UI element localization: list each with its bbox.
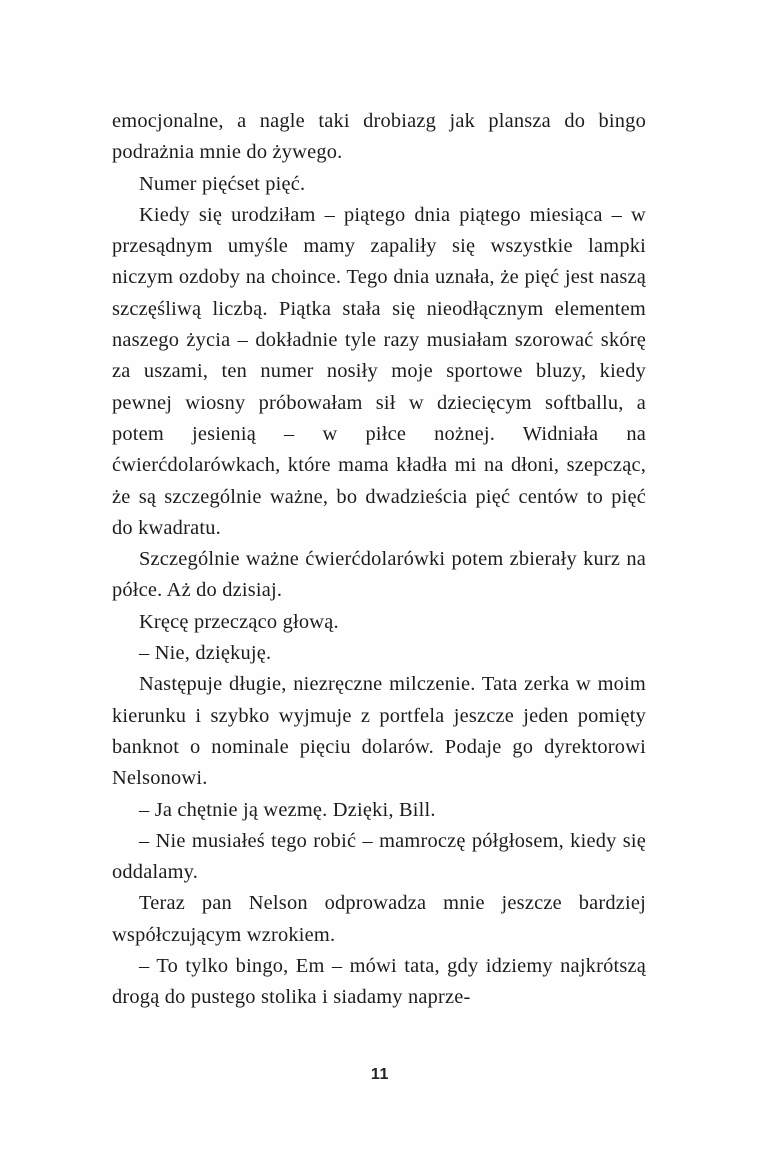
dialogue-its-only-bingo: – To tylko bingo, Em – mówi tata, gdy idziemy najkrótszą drogą do pustego stolika i siadamy naprze- xyxy=(112,955,646,1009)
paragraph-shake-head: Kręcę przecząco głową. xyxy=(139,610,339,633)
dialogue-you-didnt-have-to: – Nie musiałeś tego robić – mamroczę półgłosem, kiedy się oddalamy. xyxy=(112,829,646,884)
page-number: 11 xyxy=(370,1066,390,1083)
paragraph-birth-story: Kiedy się urodziłam – piątego dnia piątego miesiąca – w przesądnym umyśle mamy zapaliły się wszystkie lampki niczym ozdoby na choince. Tego dnia uznała, że pięć jest naszą szczęśliwą liczbą. Piątka stała się nieodłącznym elementem naszego życia – dokładnie tyle razy musiałam szorować skórę za uszami, ten numer nosiły moje sportowe bluzy, kiedy pewnej wiosny próbowałam sił w dziecięcym softballu, a potem jesienią – w piłce nożnej. Widniała na ćwierćdolarówkach, które mama kładła mi na dłoni, szepcząc, że są szczególnie ważne, bo dwadzieścia pięć centów to pięć do kwadratu. xyxy=(112,203,646,539)
paragraph-pitying-look: Teraz pan Nelson odprowadza mnie jeszcze bardziej współczującym wzrokiem. xyxy=(112,892,646,946)
body-text-block xyxy=(112,106,646,1014)
paragraph-continuation: emocjonalne, a nagle taki drobiazg jak plansza do bingo podrażnia mnie do żywego. xyxy=(112,110,646,164)
paragraph-awkward-silence: Następuje długie, niezręczne milczenie. Tata zerka w moim kierunku i szybko wyjmuje z portfela jeszcze jeden pomięty banknot o nominale pięciu dolarów. Podaje go dyrektorowi Nelsonowi. xyxy=(112,673,646,790)
dialogue-ill-take-it: – Ja chętnie ją wezmę. Dzięki, Bill. xyxy=(139,798,436,821)
dialogue-no-thanks: – Nie, dziękuję. xyxy=(139,642,272,665)
paragraph-number-line: Numer pięćset pięć. xyxy=(139,172,306,195)
paragraph-quarters-shelf: Szczególnie ważne ćwierćdolarówki potem zbierały kurz na półce. Aż do dzisiaj. xyxy=(112,548,646,602)
